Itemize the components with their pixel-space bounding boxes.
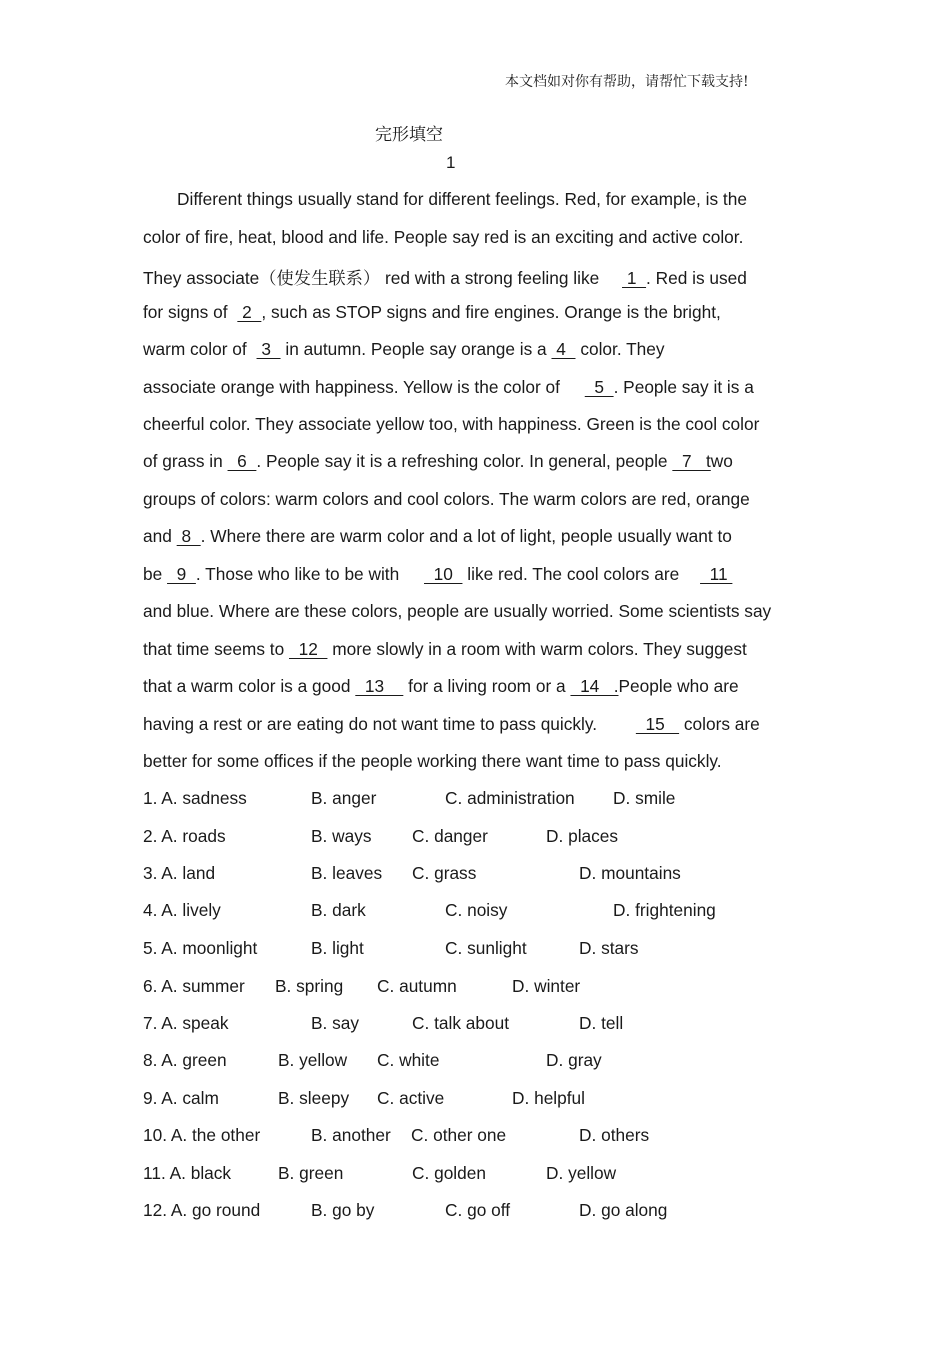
- option-d: D. tell: [579, 1013, 624, 1033]
- passage-text: People who are: [618, 676, 739, 696]
- option-d: D. mountains: [579, 863, 681, 883]
- option-c: C. autumn: [377, 976, 457, 996]
- passage-text: for signs of: [143, 302, 228, 322]
- blank-8: 8: [176, 526, 201, 546]
- blank-4: 4: [551, 339, 576, 359]
- option-b: B. another: [311, 1125, 391, 1145]
- option-c: C. danger: [412, 826, 488, 846]
- passage-text: . People say it is a refreshing color. In general, people: [256, 451, 668, 471]
- passage-text: and: [143, 526, 172, 546]
- option-b: B. anger: [311, 788, 377, 808]
- option-b: B. ways: [311, 826, 372, 846]
- option-b: B. spring: [275, 976, 344, 996]
- option-a: 3. A. land: [143, 863, 216, 883]
- option-b: B. yellow: [278, 1050, 348, 1070]
- blank-10: 10: [424, 564, 463, 584]
- option-a: 8. A. green: [143, 1050, 227, 1070]
- blank-2: 2: [237, 302, 262, 322]
- option-c: C. sunlight: [445, 938, 527, 958]
- blank-1: 1: [622, 268, 647, 288]
- passage-text: for a living room or a: [408, 676, 566, 696]
- option-d: D. others: [579, 1125, 650, 1145]
- passage-line: [143, 676, 739, 697]
- passage-line: groups of colors: warm colors and cool colors. The warm colors are red, orange: [143, 489, 750, 509]
- passage-text: colors are: [683, 714, 760, 734]
- passage-line: [143, 377, 754, 398]
- option-c: C. noisy: [445, 900, 508, 920]
- blank-13: 13: [355, 676, 404, 696]
- option-b: B. green: [278, 1163, 344, 1183]
- passage-text: in autumn. People say orange is a: [285, 339, 547, 359]
- option-b: B. dark: [311, 900, 366, 920]
- passage-text: , such as STOP signs and fire engines. Orange is the bright,: [261, 302, 721, 322]
- option-c: C. golden: [412, 1163, 486, 1183]
- option-d: D. winter: [512, 976, 581, 996]
- passage-text: like red. The cool colors are: [467, 564, 680, 584]
- option-a: 9. A. calm: [143, 1088, 219, 1108]
- option-a: 12. A. go round: [143, 1200, 261, 1220]
- passage-text: having a rest or are eating do not want time to pass quickly.: [143, 714, 598, 734]
- option-d: D. stars: [579, 938, 639, 958]
- passage-line: better for some offices if the people working there want time to pass quickly.: [143, 751, 722, 771]
- blank-12: 12: [289, 639, 328, 659]
- option-a: 6. A. summer: [143, 976, 245, 996]
- passage-text: of grass in: [143, 451, 223, 471]
- passage-text: wo: [710, 451, 733, 471]
- option-a: 2. A. roads: [143, 826, 226, 846]
- passage-line: [143, 714, 760, 735]
- option-a: 7. A. speak: [143, 1013, 229, 1033]
- option-d: D. places: [546, 826, 619, 846]
- passage-text: associate orange with happiness. Yellow is the color of: [143, 377, 560, 397]
- passage-text: more slowly in a room with warm colors. They suggest: [332, 639, 747, 659]
- passage-text: . Where there are warm color and a lot of light, people usually want to: [200, 526, 732, 546]
- option-b: B. light: [311, 938, 364, 958]
- page-title: 完形填空: [375, 125, 443, 145]
- option-c: C. grass: [412, 863, 477, 883]
- passage-line: Different things usually stand for different feelings. Red, for example, is the: [177, 189, 747, 209]
- option-d: D. go along: [579, 1200, 668, 1220]
- option-a: 11. A. black: [143, 1163, 232, 1183]
- option-b: B. sleepy: [278, 1088, 350, 1108]
- option-d: D. frightening: [613, 900, 716, 920]
- passage-line: [143, 264, 747, 289]
- passage-line: [143, 451, 733, 472]
- passage-text: that time seems to: [143, 639, 285, 659]
- passage-line: [143, 639, 747, 660]
- passage-text: warm color of: [143, 339, 247, 359]
- passage-text: color. They: [580, 339, 665, 359]
- header-note: 本文档如对你有帮助，请帮忙下载支持!: [505, 74, 749, 90]
- passage-text: . People say it is a: [613, 377, 754, 397]
- option-c: C. administration: [445, 788, 575, 808]
- option-a: 5. A. moonlight: [143, 938, 258, 958]
- option-d: D. yellow: [546, 1163, 617, 1183]
- option-c: C. other one: [411, 1125, 507, 1145]
- option-c: C. go off: [445, 1200, 511, 1220]
- passage-line: [143, 526, 732, 547]
- blank-7: 7 t: [672, 451, 711, 471]
- option-b: B. leaves: [311, 863, 383, 883]
- option-b: B. go by: [311, 1200, 375, 1220]
- passage-line: and blue. Where are these colors, people are usually worried. Some scientists say: [143, 601, 772, 621]
- blank-9: 9: [167, 564, 196, 584]
- option-b: B. say: [311, 1013, 360, 1033]
- option-a: 4. A. lively: [143, 900, 221, 920]
- option-a: 10. A. the other: [143, 1125, 261, 1145]
- option-c: C. active: [377, 1088, 445, 1108]
- passage-text: . Red is used: [646, 268, 747, 288]
- option-d: D. gray: [546, 1050, 602, 1070]
- passage-line: color of fire, heat, blood and life. People say red is an exciting and active color.: [143, 227, 744, 247]
- blank-15: 15: [635, 714, 680, 734]
- blank-14: 14 .: [570, 676, 619, 696]
- option-c: C. white: [377, 1050, 440, 1070]
- passage-text: . Those who like to be with: [195, 564, 400, 584]
- passage-line: cheerful color. They associate yellow too, with happiness. Green is the cool color: [143, 414, 760, 434]
- blank-5: 5: [584, 377, 614, 397]
- passage-text: be: [143, 564, 163, 584]
- option-d: D. helpful: [512, 1088, 586, 1108]
- passage-line: [143, 302, 721, 323]
- blank-11: 11: [700, 564, 733, 584]
- blank-6: 6: [227, 451, 257, 471]
- option-c: C. talk about: [412, 1013, 510, 1033]
- passage-text: They associate（使发生联系） red with a strong feeling like: [143, 268, 600, 288]
- blank-3: 3: [256, 339, 281, 359]
- passage-line: [143, 339, 665, 360]
- option-a: 1. A. sadness: [143, 788, 247, 808]
- option-d: D. smile: [613, 788, 676, 808]
- passage-number: 1: [446, 153, 456, 172]
- passage-text: that a warm color is a good: [143, 676, 351, 696]
- passage-line: [143, 564, 732, 585]
